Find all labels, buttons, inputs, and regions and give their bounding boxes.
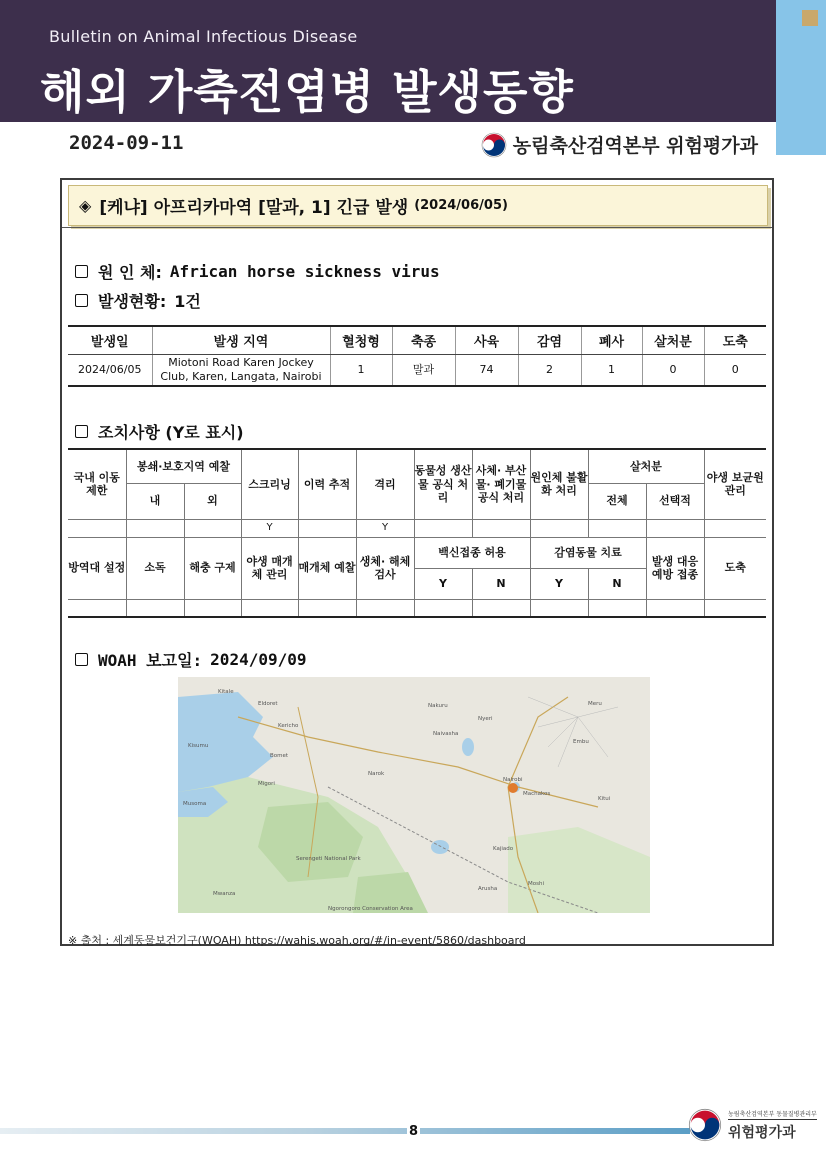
table-cell: 74 (455, 354, 518, 386)
source-note: ※ 출처 : 세계동물보건기구(WOAH) https://wahis.woah.org/#/in-event/5860/dashboard (68, 934, 526, 947)
measure-value (241, 599, 298, 617)
checkbox-icon (75, 653, 88, 666)
measure-header: 방역대 설정 (68, 537, 126, 599)
map-label: Kajiado (493, 846, 514, 852)
table-cell: 말과 (392, 354, 455, 386)
page-number: 8 (409, 1124, 419, 1139)
diamond-icon: ◈ (79, 196, 92, 215)
page-title: 해외 가축전염병 발생동향 (40, 65, 574, 119)
map-label: Serengeti National Park (296, 856, 361, 862)
measure-value (472, 519, 530, 537)
measure-value (414, 519, 472, 537)
measure-header: N (588, 568, 646, 599)
measure-header: 감염동물 치료 (530, 537, 646, 568)
measure-header: N (472, 568, 530, 599)
map-label: Eldoret (258, 701, 278, 707)
map-label: Kericho (278, 723, 299, 729)
measure-value (126, 519, 184, 537)
map-label: Nakuru (428, 703, 448, 709)
bulletin-date: 2024-09-11 (69, 132, 184, 154)
col-header: 발생 지역 (152, 326, 330, 354)
col-header: 폐사 (581, 326, 642, 354)
col-header: 축종 (392, 326, 455, 354)
measure-header: 격리 (356, 449, 414, 519)
measure-header: 동물성 생산물 공식 처리 (414, 449, 472, 519)
measures-table (68, 448, 766, 618)
map-graphic (178, 677, 650, 913)
measure-value (126, 599, 184, 617)
map-label: Nairobi (503, 777, 523, 783)
checkbox-icon (75, 294, 88, 307)
page-header (0, 0, 776, 168)
map-label: Migori (258, 781, 275, 787)
report-box (60, 178, 774, 946)
map-label: Nyeri (478, 716, 493, 722)
taegeuk-emblem-icon (481, 132, 507, 158)
measure-header: 국내 이동 제한 (68, 449, 126, 519)
report-title-date: (2024/06/05) (414, 198, 508, 213)
measure-header: 선택적 (646, 483, 704, 519)
pathogen-value: African horse sickness virus (169, 262, 440, 281)
measure-value: Y (356, 519, 414, 537)
col-header: 혈청형 (330, 326, 392, 354)
col-header: 감염 (518, 326, 581, 354)
map-label: Arusha (478, 886, 498, 892)
map-label: Ngorongoro Conservation Area (328, 906, 413, 912)
table-cell: 0 (704, 354, 766, 386)
report-title-text: [케냐] 아프리카마역 [말과, 1] 긴급 발생 (99, 198, 409, 218)
map-label: Embu (573, 739, 589, 745)
measure-header: 스크리닝 (241, 449, 298, 519)
measure-header: 야생 매개체 관리 (241, 537, 298, 599)
measure-header: 봉쇄·보호지역 예찰 (126, 449, 241, 483)
measure-header: 원인체 불활화 처리 (530, 449, 588, 519)
map-label: Narok (368, 771, 385, 777)
table-cell: 1 (581, 354, 642, 386)
measure-header: 전체 (588, 483, 646, 519)
measure-value (530, 519, 588, 537)
measure-value (704, 599, 766, 617)
measure-header: 내 (126, 483, 184, 519)
table-cell: Miotoni Road Karen Jockey Club, Karen, Langata, Nairobi (152, 354, 330, 386)
measure-value (588, 599, 646, 617)
measure-header: 야생 보균원 관리 (704, 449, 766, 519)
measure-value (646, 599, 704, 617)
map-label: Moshi (528, 881, 544, 887)
outbreak-marker-icon (508, 783, 518, 793)
table-cell: 1 (330, 354, 392, 386)
table-cell: 2024/06/05 (68, 354, 152, 386)
col-header: 살처분 (642, 326, 704, 354)
measure-header: 해충 구제 (184, 537, 241, 599)
bulletin-subtitle: Bulletin on Animal Infectious Disease (49, 27, 358, 46)
measure-value: Y (241, 519, 298, 537)
pathogen-line (75, 260, 440, 283)
table-cell: 2 (518, 354, 581, 386)
map-label: Bomet (270, 753, 289, 759)
agency-name: 농림축산검역본부 위험평가과 (512, 135, 758, 157)
woah-date: 2024/09/09 (210, 650, 307, 669)
measure-header: 발생 대응 예방 접종 (646, 537, 704, 599)
map-label: Meru (588, 701, 602, 707)
report-title (68, 185, 768, 226)
outbreak-table (68, 325, 766, 387)
measure-value (472, 599, 530, 617)
measure-header: 사체· 부산물· 폐기물 공식 처리 (472, 449, 530, 519)
footer-logo (688, 1108, 817, 1142)
col-header: 도축 (704, 326, 766, 354)
status-line (75, 289, 201, 312)
measure-header: 도축 (704, 537, 766, 599)
map-label: Mwanza (213, 891, 236, 897)
measure-value (530, 599, 588, 617)
measure-header: 살처분 (588, 449, 704, 483)
side-accent (776, 0, 826, 155)
measure-value (704, 519, 766, 537)
agency-label (481, 131, 758, 158)
col-header: 발생일 (68, 326, 152, 354)
measure-header: 이력 추적 (298, 449, 356, 519)
map-label: Musoma (183, 801, 207, 807)
measure-value (298, 519, 356, 537)
measure-value (184, 519, 241, 537)
measure-header: 매개체 예찰 (298, 537, 356, 599)
checkbox-icon (75, 425, 88, 438)
measure-value (68, 519, 126, 537)
footer-bar (0, 1128, 690, 1134)
measure-header: 소독 (126, 537, 184, 599)
footer-org: 농림축산검역본부 동물질병관리부 (728, 1110, 817, 1118)
measure-header: 생체· 해체 검사 (356, 537, 414, 599)
measure-value (356, 599, 414, 617)
pathogen-label: 원 인 체: (98, 263, 162, 282)
measure-value (414, 599, 472, 617)
measure-value (588, 519, 646, 537)
measure-value (68, 599, 126, 617)
footer-dept: 위험평가과 (728, 1124, 796, 1141)
table-row (68, 354, 766, 386)
woah-line (75, 648, 307, 671)
divider (62, 227, 772, 228)
map-label: Kitale (218, 689, 234, 695)
measure-header: Y (414, 568, 472, 599)
measures-line (75, 420, 244, 443)
table-header-row (68, 326, 766, 354)
taegeuk-logo-icon (688, 1108, 722, 1142)
measure-header: Y (530, 568, 588, 599)
measure-header: 외 (184, 483, 241, 519)
status-value: 1건 (174, 292, 201, 311)
table-cell: 0 (642, 354, 704, 386)
measure-value (646, 519, 704, 537)
map-label: Kitui (598, 796, 611, 802)
map-label: Naivasha (433, 731, 459, 737)
checkbox-icon (75, 265, 88, 278)
woah-label: WOAH 보고일: (98, 651, 203, 670)
status-label: 발생현황: (98, 292, 167, 311)
measures-label: 조치사항 (Y로 표시) (98, 423, 244, 442)
measure-value (184, 599, 241, 617)
measure-header: 백신접종 허용 (414, 537, 530, 568)
col-header: 사육 (455, 326, 518, 354)
map-label: Kisumu (188, 743, 209, 749)
measure-value (298, 599, 356, 617)
map-label: Machakos (523, 791, 551, 797)
corner-marker (802, 10, 818, 26)
outbreak-map (178, 677, 650, 913)
